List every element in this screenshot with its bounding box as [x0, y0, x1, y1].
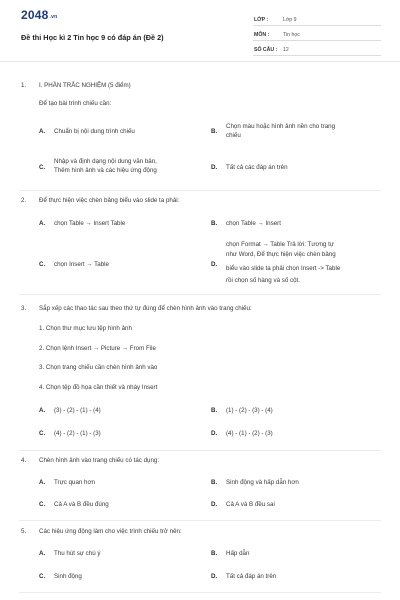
- option-b-line-1[interactable]: Chọn màu hoặc hình ảnh nền cho trang: [226, 123, 336, 130]
- logo-suffix: .vn: [49, 14, 58, 20]
- meta-subject-label: MÔN :: [254, 32, 270, 38]
- option-b[interactable]: Sinh động và hấp dẫn hơn: [226, 479, 299, 486]
- exam-title: Đề thi Học kì 2 Tin học 9 có đáp án (Đề 2): [21, 33, 164, 42]
- logo-text: 2048: [21, 8, 49, 22]
- question-divider: [19, 592, 381, 593]
- question-divider: [19, 520, 381, 521]
- option-label-a: A.: [39, 550, 46, 557]
- option-c[interactable]: Sinh động: [54, 573, 82, 580]
- meta-count-label: SỐ CÂU :: [254, 47, 278, 53]
- meta-subject-value: Tin học: [283, 32, 300, 38]
- question-divider: [19, 294, 381, 295]
- option-a[interactable]: Thu hút sự chú ý: [54, 550, 101, 557]
- option-c[interactable]: Cả A và B đều đúng: [54, 501, 109, 508]
- option-a[interactable]: Chuẩn bị nội dung trình chiếu: [54, 128, 135, 135]
- step-4: 4. Chọn tệp đồ họa cần thiết và nháy Insert: [39, 384, 158, 391]
- question-text: Để thực hiện việc chèn bảng biểu vào slide ta phải:: [39, 197, 180, 204]
- question-text: Để tạo bài trình chiếu cần:: [39, 100, 112, 107]
- meta-count-value: 12: [283, 47, 289, 53]
- option-d[interactable]: Cả A và B đều sai: [226, 501, 275, 508]
- option-label-d: D.: [211, 573, 218, 580]
- option-d[interactable]: Tất cả đáp án trên: [226, 573, 277, 580]
- option-label-b: B.: [211, 128, 218, 135]
- site-logo[interactable]: [21, 8, 57, 22]
- option-label-c: C.: [39, 164, 46, 171]
- question-number: 2.: [21, 197, 27, 204]
- option-c[interactable]: (4) - (2) - (1) - (3): [54, 430, 101, 437]
- option-label-c: C.: [39, 430, 46, 437]
- option-label-d: D.: [211, 430, 218, 437]
- question-number: 4.: [21, 457, 27, 464]
- option-label-b: B.: [211, 479, 218, 486]
- option-d-line-4[interactable]: rồi chọn số hàng và số cột.: [226, 277, 300, 284]
- option-label-a: A.: [39, 407, 46, 414]
- option-label-a: A.: [39, 479, 46, 486]
- option-label-b: B.: [211, 220, 218, 227]
- option-d[interactable]: Tất cả các đáp án trên: [226, 164, 288, 171]
- option-label-b: B.: [211, 407, 218, 414]
- option-label-b: B.: [211, 550, 218, 557]
- question-number: 1.: [21, 82, 27, 89]
- option-b[interactable]: Hấp dẫn: [226, 550, 250, 557]
- option-b-line-2[interactable]: chiếu: [226, 132, 241, 139]
- page-header: [0, 0, 400, 62]
- option-label-c: C.: [39, 261, 46, 268]
- option-label-c: C.: [39, 501, 46, 508]
- option-label-a: A.: [39, 128, 46, 135]
- option-label-d: D.: [211, 164, 218, 171]
- option-label-d: D.: [211, 261, 218, 268]
- option-a[interactable]: Trực quan hơn: [54, 479, 95, 486]
- step-1: 1. Chọn thư mục lưu tệp hình ảnh: [39, 325, 132, 332]
- option-c-line-2[interactable]: Thêm hình ảnh và các hiệu ứng động: [54, 167, 157, 174]
- step-2: 2. Chọn lệnh Insert → Picture → From File: [39, 345, 156, 352]
- option-d[interactable]: (4) - (1) - (2) - (3): [226, 430, 273, 437]
- meta-question-count: [253, 44, 381, 56]
- meta-class: [253, 14, 381, 26]
- question-text: Sắp xếp các thao tác sau theo thứ tự đúng để chèn hình ảnh vào trang chiếu:: [39, 305, 252, 312]
- option-a[interactable]: (3) - (2) - (1) - (4): [54, 407, 101, 414]
- step-3: 3. Chọn trang chiếu cần chèn hình ảnh vào: [39, 364, 158, 371]
- question-text: Các hiệu ứng động làm cho việc trình chiếu trở nên:: [39, 528, 182, 535]
- question-number: 3.: [21, 305, 27, 312]
- meta-subject: [253, 29, 381, 41]
- option-b[interactable]: chọn Table → Insert: [226, 220, 281, 227]
- question-number: 5.: [21, 528, 27, 535]
- option-a[interactable]: chọn Table → Insert Table: [54, 220, 126, 227]
- option-d-line-3[interactable]: biểu vào slide ta phải chọn Insert -> Table: [226, 265, 341, 272]
- option-label-a: A.: [39, 220, 46, 227]
- option-label-c: C.: [39, 573, 46, 580]
- meta-class-label: LỚP :: [254, 17, 269, 23]
- option-c-line-1[interactable]: Nhập và định dạng nội dung văn bản,: [54, 158, 157, 165]
- option-d-line-2[interactable]: như Word, Để thực hiện việc chèn bảng: [226, 251, 336, 258]
- question-divider: [19, 190, 381, 191]
- section-heading: I. PHẦN TRẮC NGHIỆM (5 điểm): [39, 82, 131, 89]
- option-b[interactable]: (1) - (2) - (3) - (4): [226, 407, 273, 414]
- option-d-line-1[interactable]: chọn Format → Table Trả lời: Tương tự: [226, 241, 334, 248]
- option-label-d: D.: [211, 501, 218, 508]
- question-text: Chèn hình ảnh vào trang chiếu có tác dụng:: [39, 457, 160, 464]
- option-c[interactable]: chọn Insert → Table: [54, 261, 109, 268]
- meta-class-value: Lớp 9: [283, 17, 297, 23]
- question-divider: [19, 450, 381, 451]
